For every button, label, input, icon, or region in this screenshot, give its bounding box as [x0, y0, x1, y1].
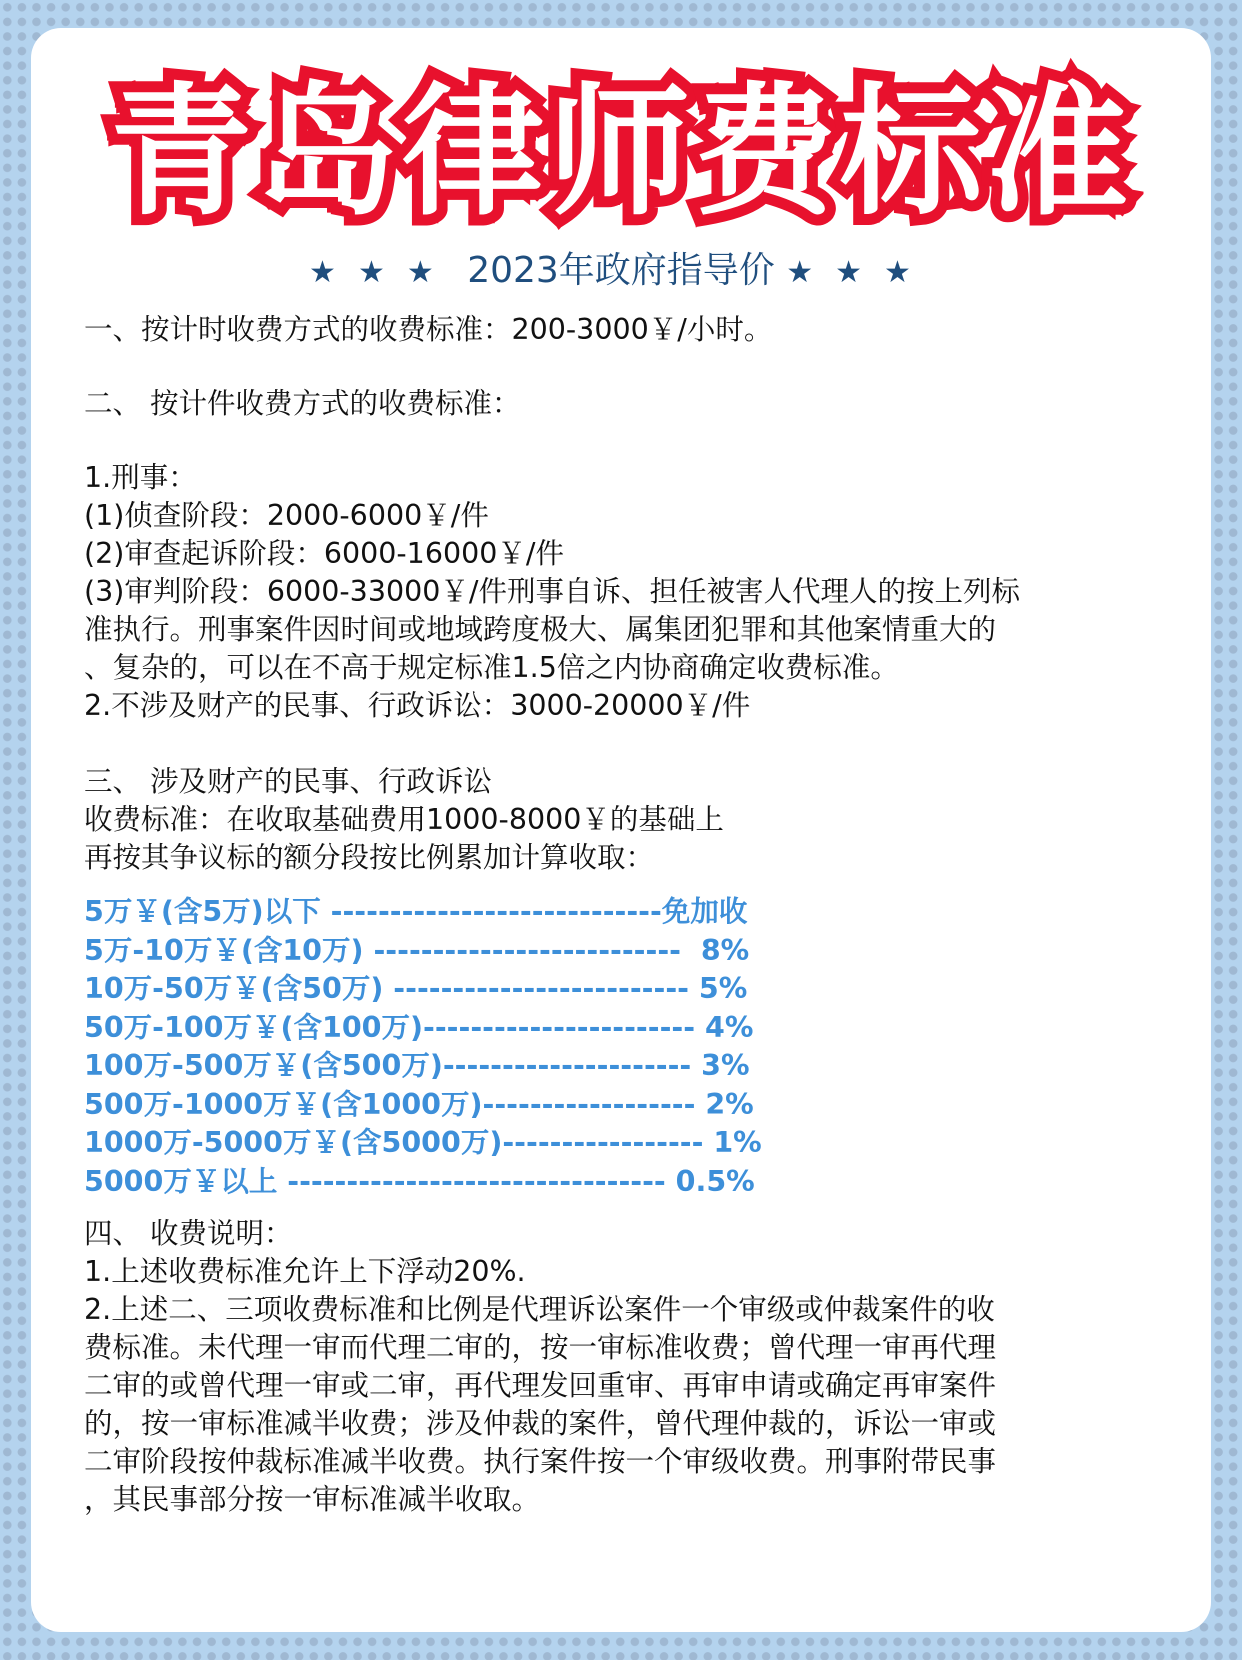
text-line: (3)审判阶段：6000-33000￥/件刑事自诉、担任被害人代理人的按上列标: [84, 575, 1020, 608]
text-line: 2.不涉及财产的民事、行政诉讼：3000-20000￥/件: [84, 689, 751, 722]
subtitle-text: 2023年政府指导价: [467, 250, 775, 291]
fee-tier: 50万-100万￥(含100万)----------------------- 4%: [84, 1010, 754, 1044]
text-line: (2)审查起诉阶段：6000-16000￥/件: [84, 537, 564, 570]
section-1: 一、按计时收费方式的收费标准：200-3000￥/小时。: [84, 313, 773, 346]
text-line: ，其民事部分按一审标准减半收取。: [84, 1483, 541, 1516]
fee-tier: 5000万￥以上 -------------------------------- 0.5%: [84, 1164, 755, 1198]
text-line: 1.上述收费标准允许上下浮动20%.: [84, 1255, 526, 1288]
text-line: 、复杂的，可以在不高于规定标准1.5倍之内协商确定收费标准。: [84, 651, 899, 684]
text-line: 二审的或曾代理一审或二审，再代理发回重审、再审申请或确定再审案件: [84, 1369, 997, 1402]
section-2-heading: 二、 按计件收费方式的收费标准：: [84, 387, 521, 420]
text-line: (1)侦查阶段：2000-6000￥/件: [84, 499, 489, 532]
star-icons-right: ★★★: [786, 255, 933, 290]
text-line: 费标准。未代理一审而代理二审的，按一审标准收费；曾代理一审再代理: [84, 1331, 997, 1364]
page-title: 青岛律师费标准: [110, 70, 1132, 235]
content-card: [31, 28, 1211, 1632]
text-line: 收费标准：在收取基础费用1000-8000￥的基础上: [84, 803, 724, 836]
subtitle: [31, 246, 1211, 298]
fee-tier: 5万￥(含5万)以下 ----------------------------免加收: [84, 895, 748, 928]
star-icons-left: ★★★: [309, 255, 456, 290]
fee-tier: 1000万-5000万￥(含5000万)----------------- 1%: [84, 1126, 762, 1159]
criminal-heading: 1.刑事：: [84, 461, 197, 494]
section-4-heading: 四、 收费说明：: [84, 1217, 293, 1250]
fee-tier: 500万-1000万￥(含1000万)------------------ 2%: [84, 1087, 754, 1121]
fee-tier: 100万-500万￥(含500万)--------------------- 3%: [84, 1049, 750, 1082]
section-3-heading: 三、 涉及财产的民事、行政诉讼: [84, 765, 493, 798]
fee-tier: 10万-50万￥(含50万) ------------------------- 5%: [84, 972, 748, 1005]
text-line: 的，按一审标准减半收费；涉及仲裁的案件，曾代理仲裁的，诉讼一审或: [84, 1407, 997, 1440]
fee-tier: 5万-10万￥(含10万) -------------------------- 8%: [84, 933, 750, 967]
text-line: 准执行。刑事案件因时间或地域跨度极大、属集团犯罪和其他案情重大的: [84, 613, 997, 646]
text-line: 再按其争议标的额分段按比例累加计算收取：: [84, 841, 655, 874]
fee-content: [84, 311, 1184, 1519]
text-line: 2.上述二、三项收费标准和比例是代理诉讼案件一个审级或仲裁案件的收: [84, 1293, 995, 1326]
text-line: 二审阶段按仲裁标准减半收费。执行案件按一个审级收费。刑事附带民事: [84, 1445, 997, 1478]
